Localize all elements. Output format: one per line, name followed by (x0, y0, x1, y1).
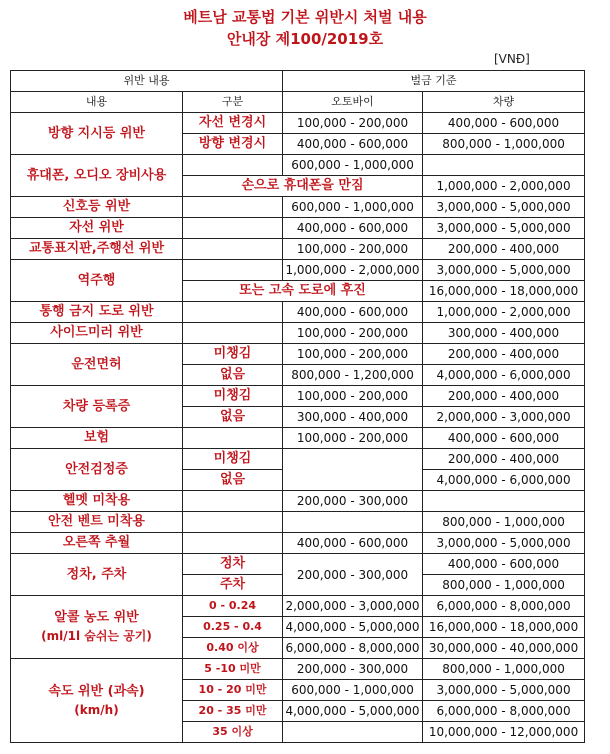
row-label: 자선 위반 (11, 218, 183, 239)
car-fine: 16,000,000 - 18,000,000 (423, 617, 585, 638)
row-category: 5 -10 미만 (183, 659, 283, 680)
page-subtitle: 안내장 제100/2019호 (226, 30, 384, 48)
motorbike-fine: 2,000,000 - 3,000,000 (283, 596, 423, 617)
motorbike-fine: 200,000 - 300,000 (283, 491, 423, 512)
table-row (11, 449, 585, 470)
row-category: 0.40 이상 (183, 638, 283, 659)
row-label: 신호등 위반 (11, 197, 183, 218)
row-category: 20 - 35 미만 (183, 701, 283, 722)
row-label: 휴대폰, 오디오 장비사용 (11, 155, 183, 197)
row-label: 교통표지판,주행선 위반 (11, 239, 183, 260)
row-category: 미챙김 (183, 449, 283, 470)
table-row (11, 554, 585, 575)
currency-unit: [VNĐ] (494, 52, 530, 66)
motorbike-fine: 100,000 - 200,000 (283, 386, 423, 407)
row-label-unit: (km/h) (74, 702, 119, 717)
row-category-empty (183, 260, 283, 281)
car-fine: 3,000,000 - 5,000,000 (423, 680, 585, 701)
car-fine: 800,000 - 1,000,000 (423, 512, 585, 533)
table-row (11, 512, 585, 533)
motorbike-fine: 100,000 - 200,000 (283, 239, 423, 260)
car-fine: 6,000,000 - 8,000,000 (423, 701, 585, 722)
header-fine-standard: 벌금 기준 (283, 71, 585, 92)
motorbike-fine-empty (283, 722, 423, 743)
car-fine: 16,000,000 - 18,000,000 (423, 281, 585, 302)
table-row (11, 533, 585, 554)
motorbike-fine: 100,000 - 200,000 (283, 113, 423, 134)
row-category-empty (183, 512, 283, 533)
row-label: 정차, 주차 (11, 554, 183, 596)
motorbike-fine: 600,000 - 1,000,000 (283, 155, 423, 176)
motorbike-fine: 100,000 - 200,000 (283, 428, 423, 449)
car-fine: 6,000,000 - 8,000,000 (423, 596, 585, 617)
table-row (11, 428, 585, 449)
table-row (11, 491, 585, 512)
row-note: 손으로 휴대폰을 만짐 (183, 176, 423, 197)
car-fine: 400,000 - 600,000 (423, 428, 585, 449)
motorbike-fine: 400,000 - 600,000 (283, 134, 423, 155)
table-row (11, 659, 585, 680)
motorbike-fine: 1,000,000 - 2,000,000 (283, 260, 423, 281)
car-fine: 400,000 - 600,000 (423, 113, 585, 134)
row-category-empty (183, 491, 283, 512)
row-category-empty (183, 155, 283, 176)
row-label: 안전검정증 (11, 449, 183, 491)
row-label: 방향 지시등 위반 (11, 113, 183, 155)
motorbike-fine: 200,000 - 300,000 (283, 554, 423, 596)
row-label-unit: (ml/1l 숨쉬는 공기) (41, 629, 152, 643)
row-label-line: 알콜 농도 위반 (54, 610, 139, 625)
car-fine: 4,000,000 - 6,000,000 (423, 365, 585, 386)
row-label: 차량 등록증 (11, 386, 183, 428)
row-label: 안전 벤트 미착용 (11, 512, 183, 533)
row-category-empty (183, 533, 283, 554)
motorbike-fine: 400,000 - 600,000 (283, 218, 423, 239)
table-row (11, 155, 585, 176)
row-category-empty (183, 218, 283, 239)
row-label (11, 659, 183, 743)
row-label: 역주행 (11, 260, 183, 302)
row-label-line: 속도 위반 (과속) (48, 683, 145, 699)
table-row (11, 260, 585, 281)
car-fine: 10,000,000 - 12,000,000 (423, 722, 585, 743)
motorbike-fine: 600,000 - 1,000,000 (283, 197, 423, 218)
row-category: 0 - 0.24 (183, 596, 283, 617)
motorbike-fine: 6,000,000 - 8,000,000 (283, 638, 423, 659)
row-category: 없음 (183, 365, 283, 386)
car-fine: 3,000,000 - 5,000,000 (423, 218, 585, 239)
row-category: 10 - 20 미만 (183, 680, 283, 701)
motorbike-fine: 300,000 - 400,000 (283, 407, 423, 428)
motorbike-fine: 400,000 - 600,000 (283, 302, 423, 323)
car-fine: 300,000 - 400,000 (423, 323, 585, 344)
car-fine: 800,000 - 1,000,000 (423, 659, 585, 680)
table-row (11, 344, 585, 365)
row-category: 35 이상 (183, 722, 283, 743)
car-fine: 800,000 - 1,000,000 (423, 575, 585, 596)
motorbike-fine-empty (283, 512, 423, 533)
car-fine: 800,000 - 1,000,000 (423, 134, 585, 155)
header-row-1 (11, 71, 585, 92)
row-category-empty (183, 302, 283, 323)
car-fine: 30,000,000 - 40,000,000 (423, 638, 585, 659)
row-category-empty (183, 323, 283, 344)
motorbike-fine: 400,000 - 600,000 (283, 533, 423, 554)
table-row (11, 323, 585, 344)
header-motorbike: 오토바이 (283, 92, 423, 113)
table-row (11, 197, 585, 218)
motorbike-fine-empty (283, 449, 423, 491)
header-content: 내용 (11, 92, 183, 113)
table-row (11, 218, 585, 239)
row-category-empty (183, 197, 283, 218)
motorbike-fine: 800,000 - 1,200,000 (283, 365, 423, 386)
car-fine: 1,000,000 - 2,000,000 (423, 176, 585, 197)
car-fine: 200,000 - 400,000 (423, 239, 585, 260)
motorbike-fine: 600,000 - 1,000,000 (283, 680, 423, 701)
row-category: 미챙김 (183, 344, 283, 365)
car-fine: 400,000 - 600,000 (423, 554, 585, 575)
car-fine-empty (423, 155, 585, 176)
row-category: 없음 (183, 470, 283, 491)
row-category: 미챙김 (183, 386, 283, 407)
row-category: 0.25 - 0.4 (183, 617, 283, 638)
row-label: 헬멧 미착용 (11, 491, 183, 512)
motorbike-fine: 4,000,000 - 5,000,000 (283, 617, 423, 638)
fine-table (10, 70, 585, 743)
table-row (11, 113, 585, 134)
motorbike-fine: 100,000 - 200,000 (283, 323, 423, 344)
car-fine: 3,000,000 - 5,000,000 (423, 533, 585, 554)
motorbike-fine: 200,000 - 300,000 (283, 659, 423, 680)
row-category-empty (183, 428, 283, 449)
row-label: 운전면허 (11, 344, 183, 386)
car-fine: 3,000,000 - 5,000,000 (423, 260, 585, 281)
row-label (11, 596, 183, 659)
row-category: 없음 (183, 407, 283, 428)
table-row (11, 596, 585, 617)
row-category: 정차 (183, 554, 283, 575)
page-title: 베트남 교통법 기본 위반시 처벌 내용 (183, 8, 427, 26)
car-fine: 200,000 - 400,000 (423, 449, 585, 470)
table-row (11, 386, 585, 407)
car-fine: 4,000,000 - 6,000,000 (423, 470, 585, 491)
motorbike-fine: 4,000,000 - 5,000,000 (283, 701, 423, 722)
header-category: 구분 (183, 92, 283, 113)
table-row (11, 302, 585, 323)
row-category: 자선 변경시 (183, 113, 283, 134)
car-fine: 200,000 - 400,000 (423, 344, 585, 365)
table-row (11, 239, 585, 260)
row-label: 통행 금지 도로 위반 (11, 302, 183, 323)
header-car: 차량 (423, 92, 585, 113)
row-category: 주차 (183, 575, 283, 596)
row-category-empty (183, 239, 283, 260)
row-note: 또는 고속 도로에 후진 (183, 281, 423, 302)
header-violation: 위반 내용 (11, 71, 283, 92)
car-fine: 1,000,000 - 2,000,000 (423, 302, 585, 323)
header-row-2 (11, 92, 585, 113)
row-label: 오른쪽 추월 (11, 533, 183, 554)
car-fine: 3,000,000 - 5,000,000 (423, 197, 585, 218)
row-category: 방향 변경시 (183, 134, 283, 155)
car-fine: 2,000,000 - 3,000,000 (423, 407, 585, 428)
row-label: 사이드미러 위반 (11, 323, 183, 344)
row-label: 보험 (11, 428, 183, 449)
car-fine: 200,000 - 400,000 (423, 386, 585, 407)
motorbike-fine: 100,000 - 200,000 (283, 344, 423, 365)
car-fine-empty (423, 491, 585, 512)
